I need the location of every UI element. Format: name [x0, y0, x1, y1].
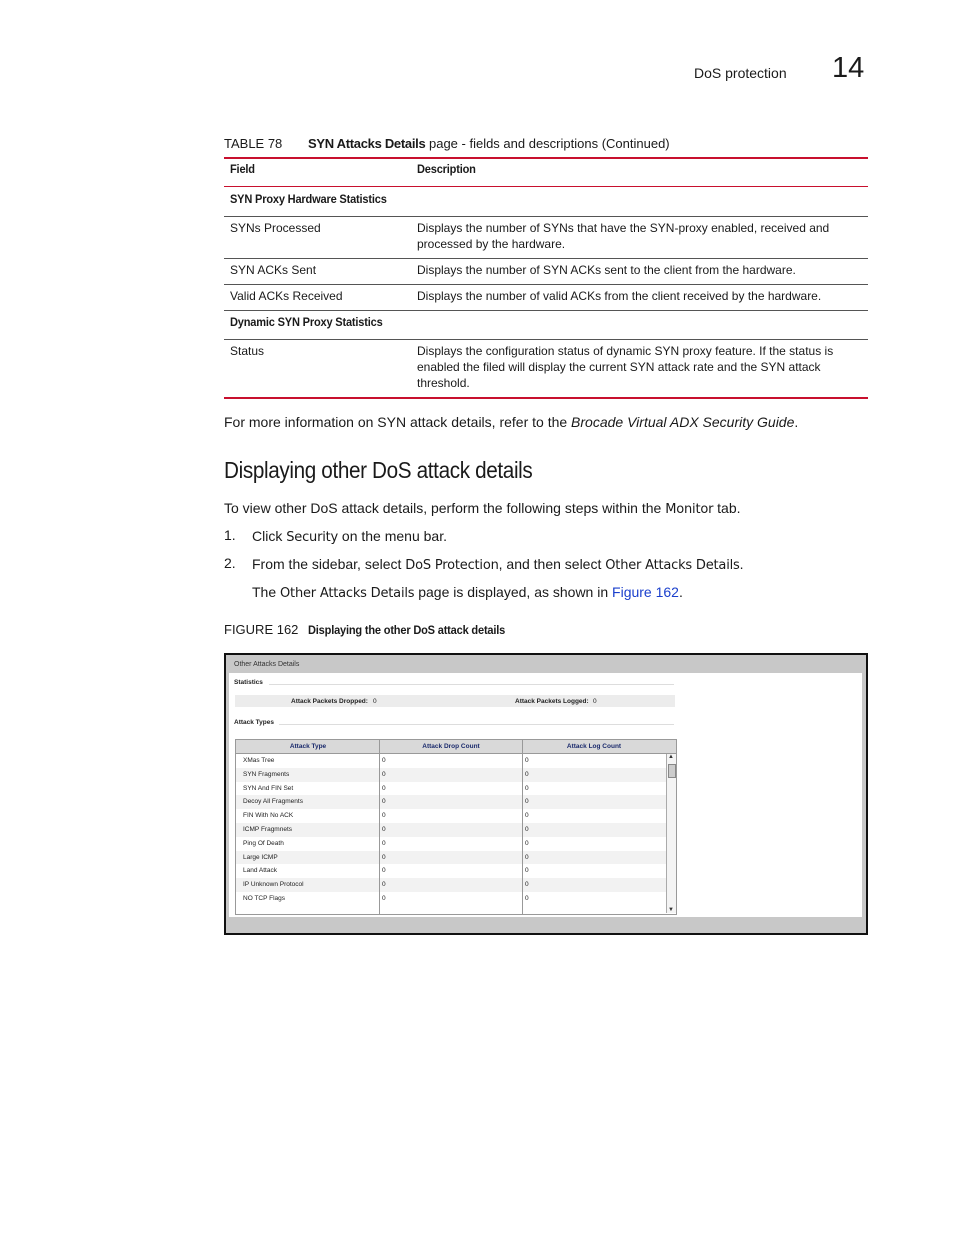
attack-type-cell: XMas Tree	[243, 757, 275, 764]
table-top-rule	[224, 157, 868, 159]
attack-type-cell: Land Attack	[243, 867, 277, 875]
divider	[269, 684, 674, 685]
table-row[interactable]	[236, 823, 666, 837]
drop-count-cell: 0	[382, 812, 386, 820]
scrollbar-thumb[interactable]	[668, 764, 676, 778]
panel-title: Other Attacks Details	[234, 661, 300, 668]
attack-type-cell: ICMP Fragmnets	[243, 826, 293, 833]
attack-type-cell: IP Unknown Protocol	[243, 881, 304, 889]
dropped-label: Attack Packets Dropped:	[291, 698, 368, 705]
column-divider	[522, 740, 523, 914]
ui-term-dos-protection: DoS Protection	[405, 558, 499, 573]
result-text-end: .	[678, 584, 683, 600]
ui-term-other-attacks-details: Other Attacks Details	[605, 558, 740, 573]
step-text	[252, 555, 743, 575]
table-header-rule	[224, 186, 868, 187]
table-row-divider	[224, 216, 868, 217]
table-cell-description: Displays the number of valid ACKs from the client received by the hardware.	[417, 289, 822, 303]
drop-count-cell: 0	[382, 798, 386, 806]
log-count-cell: 0	[525, 770, 529, 778]
table-caption-title: page - fields and descriptions (Continued)	[425, 136, 670, 151]
table-row[interactable]	[236, 878, 666, 892]
figure-caption	[224, 622, 522, 637]
logged-value: 0	[593, 698, 597, 705]
attack-type-cell: SYN And FIN Set	[243, 784, 294, 792]
info-text-end: .	[794, 414, 799, 430]
table-row[interactable]	[236, 795, 666, 809]
table-header-description: Description	[417, 162, 476, 176]
result-text: page is displayed, as shown in	[414, 584, 613, 600]
table-cell-field: Status	[230, 344, 265, 358]
info-paragraph	[224, 413, 798, 431]
drop-count-cell: 0	[382, 826, 386, 833]
table-row-divider	[224, 310, 868, 311]
running-header-title: DoS protection	[694, 65, 787, 81]
table-row[interactable]	[236, 851, 666, 865]
attack-types-grid	[235, 739, 677, 915]
table-row[interactable]	[236, 754, 666, 768]
table-row[interactable]	[236, 782, 666, 796]
figure-caption-title: Displaying the other DoS attack details	[308, 623, 506, 637]
grid-header	[236, 740, 676, 754]
table-caption	[224, 136, 670, 151]
log-count-cell: 0	[525, 826, 529, 833]
intro-text-end: tab.	[713, 500, 741, 516]
log-count-cell: 0	[525, 881, 529, 889]
intro-text: To view other DoS attack details, perform the following steps within the	[224, 500, 666, 516]
drop-count-cell: 0	[382, 853, 386, 861]
table-caption-label: TABLE 78	[224, 136, 283, 151]
table-cell-field: SYN ACKs Sent	[230, 263, 317, 277]
column-header[interactable]: Attack Drop Count	[422, 743, 480, 750]
step-text	[252, 527, 447, 547]
table-bottom-rule	[224, 397, 868, 399]
log-count-cell: 0	[525, 757, 529, 764]
table-row[interactable]	[236, 809, 666, 823]
log-count-cell: 0	[525, 867, 529, 875]
drop-count-cell: 0	[382, 881, 386, 889]
log-count-cell: 0	[525, 895, 529, 902]
attack-type-cell: Large ICMP	[243, 853, 278, 861]
drop-count-cell: 0	[382, 867, 386, 875]
step-text-part: From the sidebar, select	[252, 556, 406, 572]
drop-count-cell: 0	[382, 757, 386, 764]
result-text: The	[252, 584, 281, 600]
statistics-bar	[235, 695, 675, 707]
log-count-cell: 0	[525, 853, 529, 861]
panel-body	[229, 673, 862, 917]
column-header[interactable]: Attack Log Count	[566, 743, 622, 750]
step-text-part: on the menu bar.	[338, 528, 447, 544]
result-paragraph	[252, 583, 683, 603]
scroll-up-icon[interactable]: ▲	[668, 754, 674, 760]
ui-term-security: Security	[286, 530, 339, 545]
step-number: 1.	[224, 527, 236, 543]
logged-label: Attack Packets Logged:	[515, 698, 589, 705]
table-row[interactable]	[236, 892, 666, 906]
divider	[279, 724, 674, 725]
log-count-cell: 0	[525, 784, 529, 792]
guide-title: Brocade Virtual ADX Security Guide	[571, 414, 795, 430]
vertical-scrollbar[interactable]	[666, 754, 676, 913]
table-row[interactable]	[236, 768, 666, 782]
table-caption-title-bold: SYN Attacks Details	[308, 136, 426, 151]
screenshot-figure	[224, 653, 868, 935]
figure-caption-label: FIGURE 162	[224, 622, 299, 637]
column-header[interactable]: Attack Type	[289, 743, 327, 750]
log-count-cell: 0	[525, 812, 529, 820]
column-divider	[379, 740, 380, 914]
attack-type-cell: Ping Of Death	[243, 839, 284, 847]
drop-count-cell: 0	[382, 895, 386, 902]
intro-paragraph	[224, 499, 741, 519]
drop-count-cell: 0	[382, 839, 386, 847]
table-cell-description: Displays the configuration status of dynamic SYN proxy feature. If the status is enabled the filed will display the current SYN attack rate and the SYN attack threshold.	[417, 344, 834, 390]
table-row-divider	[224, 284, 868, 285]
step-number: 2.	[224, 555, 236, 571]
table-cell-description: Displays the number of SYN ACKs sent to the client from the hardware.	[417, 263, 796, 277]
scroll-down-icon[interactable]: ▼	[668, 907, 674, 913]
section-heading: Displaying other DoS attack details	[224, 457, 533, 483]
chapter-number: 14	[832, 52, 865, 84]
table-cell-field: Valid ACKs Received	[230, 289, 343, 303]
attack-type-cell: NO TCP Flags	[243, 895, 286, 902]
attack-types-label: Attack Types	[234, 719, 274, 726]
table-row-divider	[224, 339, 868, 340]
info-text: For more information on SYN attack details, refer to the	[224, 414, 572, 430]
attack-type-cell: FIN With No ACK	[243, 812, 294, 820]
drop-count-cell: 0	[382, 770, 386, 778]
table-row-divider	[224, 258, 868, 259]
attack-type-cell: SYN Fragments	[243, 770, 290, 778]
statistics-label: Statistics	[234, 679, 263, 686]
step-text-part: .	[739, 556, 744, 572]
figure-link[interactable]: Figure 162	[612, 584, 679, 600]
log-count-cell: 0	[525, 798, 529, 806]
log-count-cell: 0	[525, 839, 529, 847]
table-header-field: Field	[230, 162, 255, 176]
attack-type-cell: Decoy All Fragments	[243, 798, 303, 806]
ui-term-monitor: Monitor	[665, 502, 714, 517]
table-cell-description: Displays the number of SYNs that have the SYN-proxy enabled, received and processed by the hardware.	[417, 221, 830, 251]
dropped-value: 0	[373, 698, 377, 705]
step-text-part: Click	[252, 528, 287, 544]
table-section-heading: Dynamic SYN Proxy Statistics	[230, 315, 383, 329]
ui-term-other-attacks-details: Other Attacks Details	[280, 586, 415, 601]
table-row[interactable]	[236, 837, 666, 851]
drop-count-cell: 0	[382, 784, 386, 792]
step-text-part: , and then select	[498, 556, 606, 572]
table-cell-field: SYNs Processed	[230, 221, 321, 235]
table-section-heading: SYN Proxy Hardware Statistics	[230, 192, 387, 206]
table-row[interactable]	[236, 864, 666, 878]
